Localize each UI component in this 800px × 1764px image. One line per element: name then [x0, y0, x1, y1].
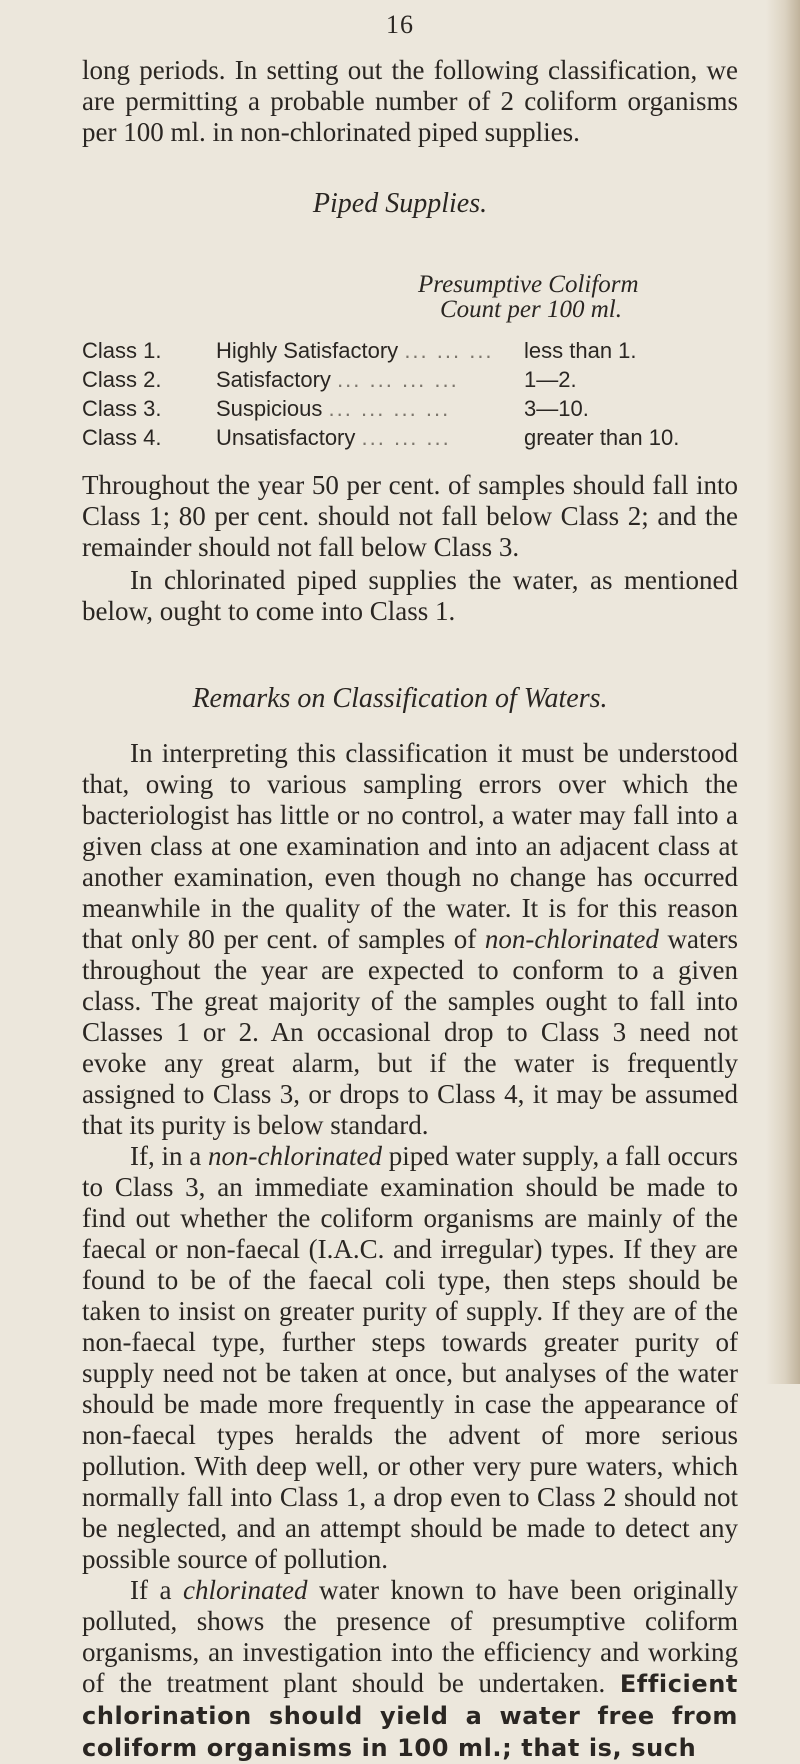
table-row	[82, 394, 742, 423]
remarks-paragraph-3: If a chlorinated water known to have been originally polluted, shows the presence of presumptive coliform organisms, an investigation into the efficiency and working of the treatment plant should be undertaken. Efficient chlorination should yield a water free from coliform organisms in 100 ml.; that is, such	[82, 1575, 739, 1762]
class-description: Suspicious ... ... ... ...	[216, 396, 451, 421]
intro-paragraph: long periods. In setting out the following classification, we are permitting a probable number of 2 coliform organisms per 100 ml. in non-chlorinated piped supplies.	[82, 55, 738, 147]
bold-statement: Efficient chlorination should yield a water free from coliform organisms in 100 ml.; that is, such	[82, 1670, 739, 1762]
column-heading	[418, 272, 639, 322]
table-title: Piped Supplies.	[312, 188, 488, 219]
class-description: Satisfactory ... ... ... ...	[216, 367, 459, 392]
remarks-heading: Remarks on Classification of Waters.	[192, 683, 608, 714]
class-count: less than 1.	[524, 338, 637, 363]
paragraph-chlorinated: In chlorinated piped supplies the water, as mentioned below, ought to come into Class 1.	[82, 565, 738, 626]
table-row	[82, 365, 742, 394]
remarks-paragraph-1: In interpreting this classification it must be understood that, owing to various sampling errors over which the bacteriologist has little or no control, a water may fall into a given class at one examination and into an adjacent class at another examination, even though no change has occurred meanwhile in the quality of the water. It is for this reason that only 80 per cent. of samples of non-chlorinated waters throughout the year are expected to conform to a given class. The great majority of the samples ought to fall into Classes 1 or 2. An occasional drop to Class 3 need not evoke any great alarm, but if the water is frequently assigned to Class 3, or drops to Class 4, it may be assumed that its purity is below standard.	[82, 738, 738, 1140]
class-label: Class 2.	[82, 367, 162, 392]
column-heading-line2: Count per 100 ml.	[440, 296, 622, 323]
class-description: Highly Satisfactory ... ... ...	[216, 338, 494, 363]
classification-table	[82, 336, 742, 452]
class-label: Class 4.	[82, 425, 162, 450]
class-label: Class 3.	[82, 396, 162, 421]
class-count: 3—10.	[524, 396, 589, 421]
table-row	[82, 336, 742, 365]
paragraph-targets: Throughout the year 50 per cent. of samples should fall into Class 1; 80 per cent. should not fall below Class 2; and the remainder should not fall below Class 3.	[82, 470, 738, 562]
page-number: 16	[386, 10, 414, 39]
table-row	[82, 423, 742, 452]
class-count: greater than 10.	[524, 425, 680, 450]
class-count: 1—2.	[524, 367, 577, 392]
class-label: Class 1.	[82, 338, 162, 363]
class-description: Unsatisfactory ... ... ...	[216, 425, 451, 450]
remarks-paragraph-2: If, in a non-chlorinated piped water supply, a fall occurs to Class 3, an immediate examination should be made to find out whether the coliform organisms are mainly of the faecal or non-faecal (I.A.C. and irregular) types. If they are found to be of the faecal coli type, then steps should be taken to insist on greater purity of supply. If they are of the non-faecal type, further steps towards greater purity of supply need not be taken at once, but analyses of the water should be made more frequently in case the appearance of non-faecal types heralds the advent of more serious pollution. With deep well, or other very pure waters, which normally fall into Class 1, a drop even to Class 2 should not be neglected, and an attempt should be made to detect any possible source of pollution.	[82, 1141, 738, 1574]
column-heading-line1: Presumptive Coliform	[418, 271, 639, 298]
